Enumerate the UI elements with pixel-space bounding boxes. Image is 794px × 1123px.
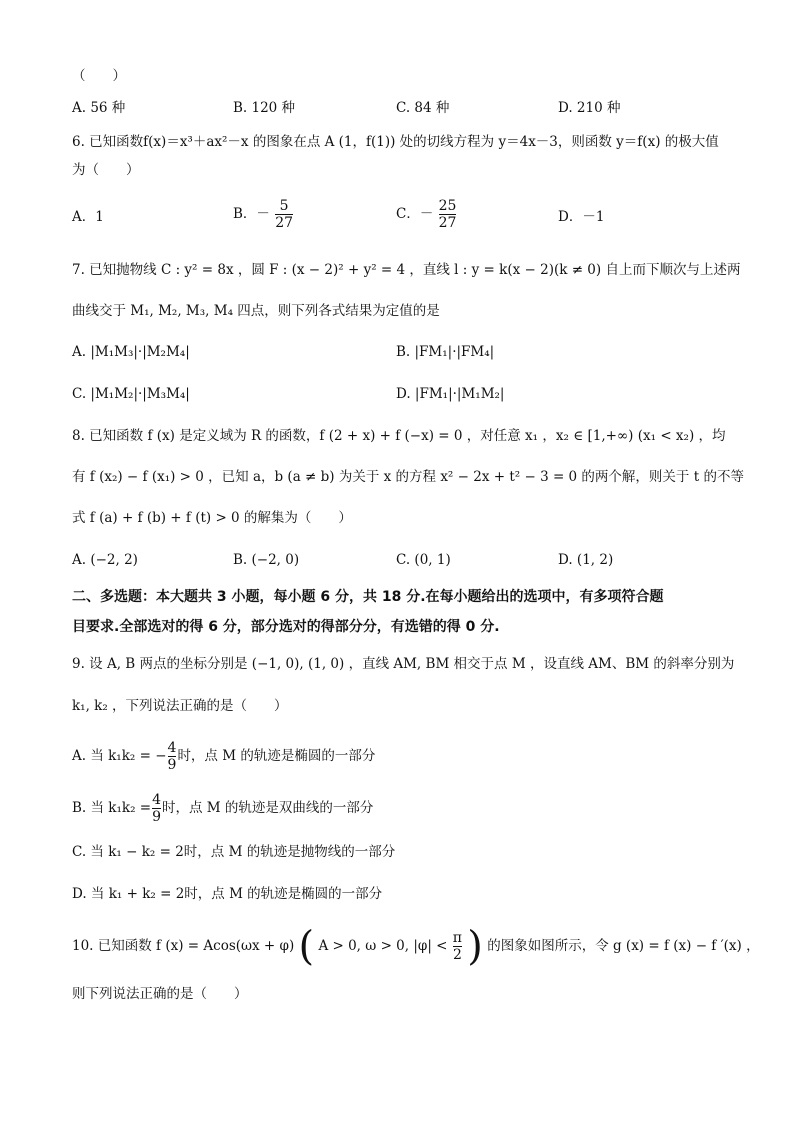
- q9-option-a: [72, 740, 375, 773]
- section-2-heading-line2: 目要求.全部选对的得 6 分，部分选对的得部分分，有选错的得 0 分.: [72, 619, 500, 635]
- q5-option-b: B. 120 种: [233, 100, 296, 116]
- q9-option-b-fraction: [152, 792, 161, 825]
- q9-option-a-fraction: [168, 740, 177, 773]
- q10-condition-denominator: 2: [452, 947, 462, 963]
- q6-stem-line1: 6. 已知函数f(x)＝x³＋ax²－x 的图象在点 A (1，f(1)) 处的切线方程为 y＝4x－3，则函数 y＝f(x) 的极大值: [72, 134, 719, 150]
- q9-option-b-numerator: 4: [152, 792, 162, 808]
- q6-option-c-label: C．－: [396, 206, 434, 222]
- answer-paren: （ ）: [72, 68, 126, 84]
- q9-option-c: C. 当 k₁ − k₂ = 2时，点 M 的轨迹是抛物线的一部分: [72, 844, 396, 860]
- q8-stem-line3: 式 f (a) + f (b) + f (t) > 0 的解集为（ ）: [72, 510, 352, 526]
- q10-stem-pre: 10. 已知函数 f (x) = Acos(ωx + φ): [72, 938, 295, 954]
- q6-option-c-numerator: 25: [438, 198, 457, 214]
- q7-option-b: B. |FM₁|·|FM₄|: [396, 344, 495, 360]
- q9-option-a-denominator: 9: [167, 757, 177, 773]
- q8-option-b: B. (−2, 0): [233, 552, 300, 568]
- q7-option-c: C. |M₁M₂|·|M₃M₄|: [72, 386, 190, 402]
- q6-option-b: [233, 198, 294, 231]
- q8-stem-line2: 有 f (x₂) − f (x₁) > 0 ，已知 a，b (a ≠ b) 为关于 x 的方程 x² − 2x + t² − 3 = 0 的两个解，则关于 t 的不等: [72, 469, 744, 485]
- q9-option-b: [72, 792, 373, 825]
- section-2-heading-line1: 二、多选题：本大题共 3 小题，每小题 6 分，共 18 分.在每小题给出的选项中，有多项符合题: [72, 589, 664, 605]
- q9-option-b-post: 时，点 M 的轨迹是双曲线的一部分: [162, 800, 374, 816]
- q10-stem-post: 的图象如图所示，令 g (x) = f (x) − f ′(x) ，: [487, 938, 760, 954]
- q9-stem-line2: k₁, k₂ ，下列说法正确的是（ ）: [72, 698, 288, 714]
- q5-option-c: C. 84 种: [396, 100, 450, 116]
- q6-option-b-fraction: [275, 198, 293, 231]
- q7-stem-line2: 曲线交于 M₁, M₂, M₃, M₄ 四点，则下列各式结果为定值的是: [72, 303, 440, 319]
- q6-option-c-fraction: [439, 198, 457, 231]
- q8-option-d: D. (1, 2): [558, 552, 614, 568]
- q6-option-b-label: B．－: [233, 206, 270, 222]
- q6-option-b-numerator: 5: [279, 198, 289, 214]
- q9-option-b-denominator: 9: [152, 809, 162, 825]
- q5-option-d: D. 210 种: [558, 100, 621, 116]
- q6-option-d: D．－1: [558, 209, 605, 225]
- q6-stem-line2: 为（ ）: [72, 162, 140, 178]
- q8-option-c: C. (0, 1): [396, 552, 451, 568]
- q9-option-d: D. 当 k₁ + k₂ = 2时，点 M 的轨迹是椭圆的一部分: [72, 886, 383, 902]
- q9-option-b-pre: B. 当 k₁k₂ =: [72, 800, 152, 816]
- q6-option-a: A．1: [72, 209, 104, 225]
- q5-option-a: A. 56 种: [72, 100, 126, 116]
- q6-option-b-denominator: 27: [275, 215, 294, 231]
- q9-option-a-pre: A. 当 k₁k₂ = −: [72, 748, 167, 764]
- q10-condition: A > 0, ω > 0, |φ| <: [318, 938, 448, 954]
- q8-stem-line1: 8. 已知函数 f (x) 是定义域为 R 的函数，f (2 + x) + f (−x) = 0 ，对任意 x₁ ，x₂ ∈ [1,+∞) (x₁ < x₂) ，均: [72, 428, 726, 444]
- q10-condition-numerator: π: [452, 930, 462, 946]
- q8-option-a: A. (−2, 2): [72, 552, 138, 568]
- q10-left-paren: (: [298, 923, 315, 970]
- q6-option-c-denominator: 27: [438, 215, 457, 231]
- q7-option-d: D. |FM₁|·|M₁M₂|: [396, 386, 505, 402]
- q7-option-a: A. |M₁M₃|·|M₂M₄|: [72, 344, 190, 360]
- q9-stem-line1: 9. 设 A, B 两点的坐标分别是 (−1, 0), (1, 0) ，直线 AM, BM 相交于点 M ，设直线 AM、BM 的斜率分别为: [72, 656, 735, 672]
- q9-option-a-numerator: 4: [167, 740, 177, 756]
- q10-condition-fraction: [453, 930, 462, 963]
- q9-option-a-post: 时，点 M 的轨迹是椭圆的一部分: [177, 748, 376, 764]
- q7-stem-line1: 7. 已知抛物线 C : y² = 8x ，圆 F : (x − 2)² + y² = 4 ，直线 l : y = k(x − 2)(k ≠ 0) 自上而下顺次与上述两: [72, 262, 741, 278]
- q6-option-c: [396, 198, 457, 231]
- q10-stem-line1: [72, 923, 760, 970]
- q10-stem-line2: 则下列说法正确的是（ ）: [72, 986, 248, 1002]
- q10-right-paren: ): [467, 923, 483, 970]
